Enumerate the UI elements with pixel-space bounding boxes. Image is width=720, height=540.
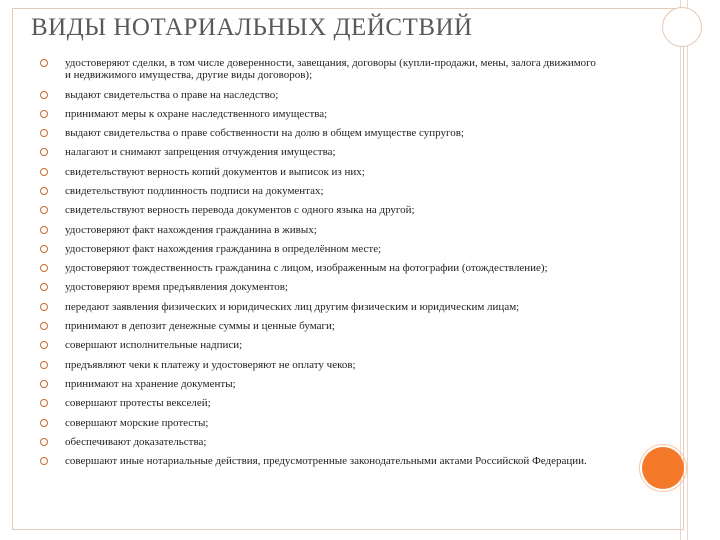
circle-outline-bullet-icon	[40, 457, 48, 465]
slide-title: ВИДЫ НОТАРИАЛЬНЫХ ДЕЙСТВИЙ	[31, 14, 473, 41]
list-item	[40, 204, 600, 216]
list-item-text: передают заявления физических и юридических лиц другим физическим и юридическим лицам;	[65, 300, 520, 313]
list-item	[40, 417, 600, 429]
circle-outline-bullet-icon	[40, 91, 48, 99]
circle-outline-bullet-icon	[40, 399, 48, 407]
list-item-text: предъявляют чеки к платежу и удостоверяют не оплату чеков;	[65, 358, 356, 371]
list-item	[40, 378, 600, 390]
list-item-text: удостоверяют факт нахождения гражданина в определённом месте;	[65, 242, 382, 255]
list-item	[40, 262, 600, 274]
list-item-text: удостоверяют тождественность гражданина с лицом, изображенным на фотографии (отождествление);	[65, 262, 548, 275]
list-item	[40, 320, 600, 332]
list-item	[40, 359, 600, 371]
list-item	[40, 243, 600, 255]
list-item-text: совершают исполнительные надписи;	[65, 339, 243, 352]
list-item	[40, 397, 600, 409]
list-item-text: совершают морские протесты;	[65, 416, 209, 429]
list-item	[40, 455, 600, 467]
list-item-text: налагают и снимают запрещения отчуждения имущества;	[65, 146, 336, 159]
list-item	[40, 89, 600, 101]
circle-outline-bullet-icon	[40, 341, 48, 349]
list-item-text: свидетельствуют верность копий документов и выписок из них;	[65, 165, 365, 178]
list-item-text: принимают в депозит денежные суммы и ценные бумаги;	[65, 320, 335, 333]
circle-outline-bullet-icon	[40, 187, 48, 195]
list-item	[40, 146, 600, 158]
list-item	[40, 108, 600, 120]
list-item	[40, 127, 600, 139]
list-item-text: совершают иные нотариальные действия, предусмотренные законодательными актами Российской Федерации.	[65, 455, 587, 468]
list-item-text: свидетельствуют подлинность подписи на документах;	[65, 184, 324, 197]
list-item	[40, 185, 600, 197]
circle-outline-icon	[662, 7, 702, 47]
list-item	[40, 436, 600, 448]
list-item-text: удостоверяют факт нахождения гражданина в живых;	[65, 223, 317, 236]
circle-outline-bullet-icon	[40, 438, 48, 446]
circle-outline-bullet-icon	[40, 245, 48, 253]
list-item	[40, 57, 600, 81]
circle-outline-bullet-icon	[40, 148, 48, 156]
list-item	[40, 224, 600, 236]
list-item	[40, 339, 600, 351]
circle-outline-bullet-icon	[40, 206, 48, 214]
circle-outline-bullet-icon	[40, 322, 48, 330]
circle-outline-bullet-icon	[40, 380, 48, 388]
list-item-text: обеспечивают доказательства;	[65, 435, 207, 448]
circle-outline-bullet-icon	[40, 168, 48, 176]
circle-outline-bullet-icon	[40, 59, 48, 67]
list-item	[40, 166, 600, 178]
list-item-text: принимают на хранение документы;	[65, 377, 236, 390]
circle-outline-bullet-icon	[40, 283, 48, 291]
circle-outline-bullet-icon	[40, 264, 48, 272]
circle-outline-bullet-icon	[40, 419, 48, 427]
list-item-text: удостоверяют сделки, в том числе доверенности, завещания, договоры (купли-продажи, мены, залога движимого и недвижимого имущества, другие виды договоров);	[65, 57, 596, 82]
list-item-text: выдают свидетельства о праве на наследство;	[65, 88, 279, 101]
circle-outline-bullet-icon	[40, 361, 48, 369]
orange-circle-icon	[642, 447, 684, 489]
circle-outline-bullet-icon	[40, 110, 48, 118]
list-item-text: удостоверяют время предъявления документов;	[65, 281, 289, 294]
notarial-actions-list	[40, 57, 600, 474]
list-item	[40, 281, 600, 293]
list-item-text: принимают меры к охране наследственного имущества;	[65, 107, 328, 120]
circle-outline-bullet-icon	[40, 303, 48, 311]
circle-outline-bullet-icon	[40, 226, 48, 234]
list-item	[40, 301, 600, 313]
circle-outline-bullet-icon	[40, 129, 48, 137]
list-item-text: свидетельствуют верность перевода документов с одного языка на другой;	[65, 204, 415, 217]
list-item-text: выдают свидетельства о праве собственности на долю в общем имуществе супругов;	[65, 127, 464, 140]
list-item-text: совершают протесты векселей;	[65, 397, 211, 410]
